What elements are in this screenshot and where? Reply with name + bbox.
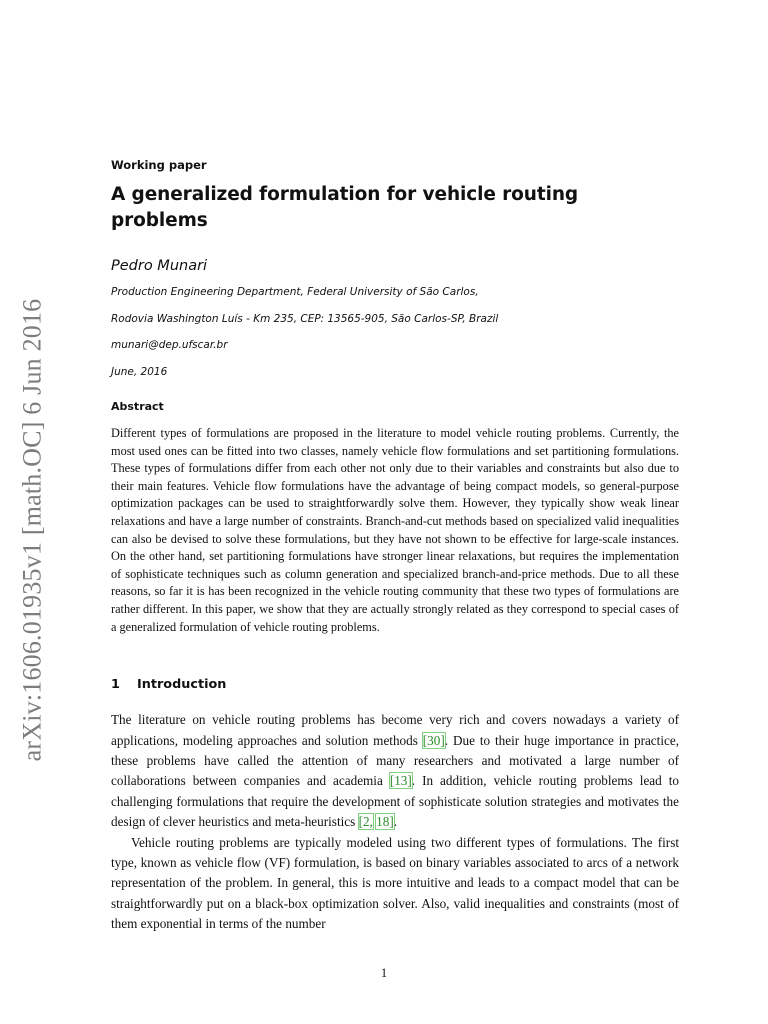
abstract-heading: Abstract	[111, 400, 164, 413]
arxiv-identifier: arXiv:1606.01935v1 [math.OC] 6 Jun 2016	[17, 298, 47, 762]
page-number: 1	[380, 966, 388, 980]
affiliation-line-1: Production Engineering Department, Federal University of São Carlos,	[111, 286, 479, 298]
intro-paragraph-2: Vehicle routing problems are typically modeled using two different types of formulations. The first type, known as vehicle flow (VF) formulation, is based on binary variables associated to arcs of a network representation of the problem. In general, this is more intuitive and leads to a compact model that can be straightforwardly put on a black-box optimization solver. Also, valid inequalities and constraints (most of them exponential in terms of the number	[111, 834, 679, 932]
author-name: Pedro Munari	[111, 258, 208, 274]
abstract-text: Different types of formulations are proposed in the literature to model vehicle routing problems. Currently, the most used ones can be fitted into two classes, namely vehicle flow formulations and set partitioning formulations. These types of formulations differ from each other not only due to their variables and constraints but also due to their main features. Vehicle flow formulations have the advantage of being compact models, so general-purpose optimization packages can be used to straightforwardly solve them. However, they typically show weak linear relaxations and have a large number of constraints. Branch-and-cut methods based on specialized valid inequalities can also be devised to solve these formulations, but they have not shown to be effective for large-scale instances. On the other hand, set partitioning formulations have stronger linear relaxations, but requires the implementation of sophisticate techniques such as column generation and specialized branch-and-price methods. Due to all these reasons, so far it is has been recognized in the vehicle routing community that these two types of formulations are rather different. In this paper, we show that they are actually strongly related as they correspond to special cases of a generalized formulation of vehicle routing problems.	[111, 426, 679, 634]
section-number: 1	[111, 677, 120, 693]
intro-p1-text-2: . Due to their huge importance in practice, these problems have called the attention of many researchers and motivated a large number of collaborations between companies and academia	[111, 732, 679, 789]
section-title: Introduction	[137, 677, 227, 693]
author-email: munari@dep.ufscar.br	[111, 339, 228, 351]
intro-p1-text-1: The literature on vehicle routing problems has become very rich and covers nowadays a variety of applications, modeling approaches and solution methods	[111, 712, 679, 748]
intro-paragraph-1	[111, 710, 679, 832]
citation-link-18[interactable]: 18]	[376, 814, 394, 830]
citation-link-2[interactable]: [2,	[358, 814, 373, 830]
paper-type-label: Working paper	[111, 158, 207, 172]
paper-date: June, 2016	[111, 365, 168, 378]
intro-p1-text-4: .	[393, 814, 398, 830]
intro-p1-text-3: . In addition, vehicle routing problems lead to challenging formulations that require the development of sophisticate solution strategies and motivates the design of clever heuristics and meta-heuristics	[111, 773, 679, 830]
citation-link-13[interactable]: [13]	[389, 773, 412, 789]
section-heading-introduction	[111, 676, 679, 694]
affiliation-line-2: Rodovia Washington Luís - Km 235, CEP: 13565-905, São Carlos-SP, Brazil	[111, 312, 499, 325]
paper-title: A generalized formulation for vehicle routing problems	[111, 184, 579, 231]
paper-page	[111, 156, 679, 935]
arxiv-stamp	[8, 298, 56, 762]
citation-link-30[interactable]: [30]	[422, 732, 445, 748]
